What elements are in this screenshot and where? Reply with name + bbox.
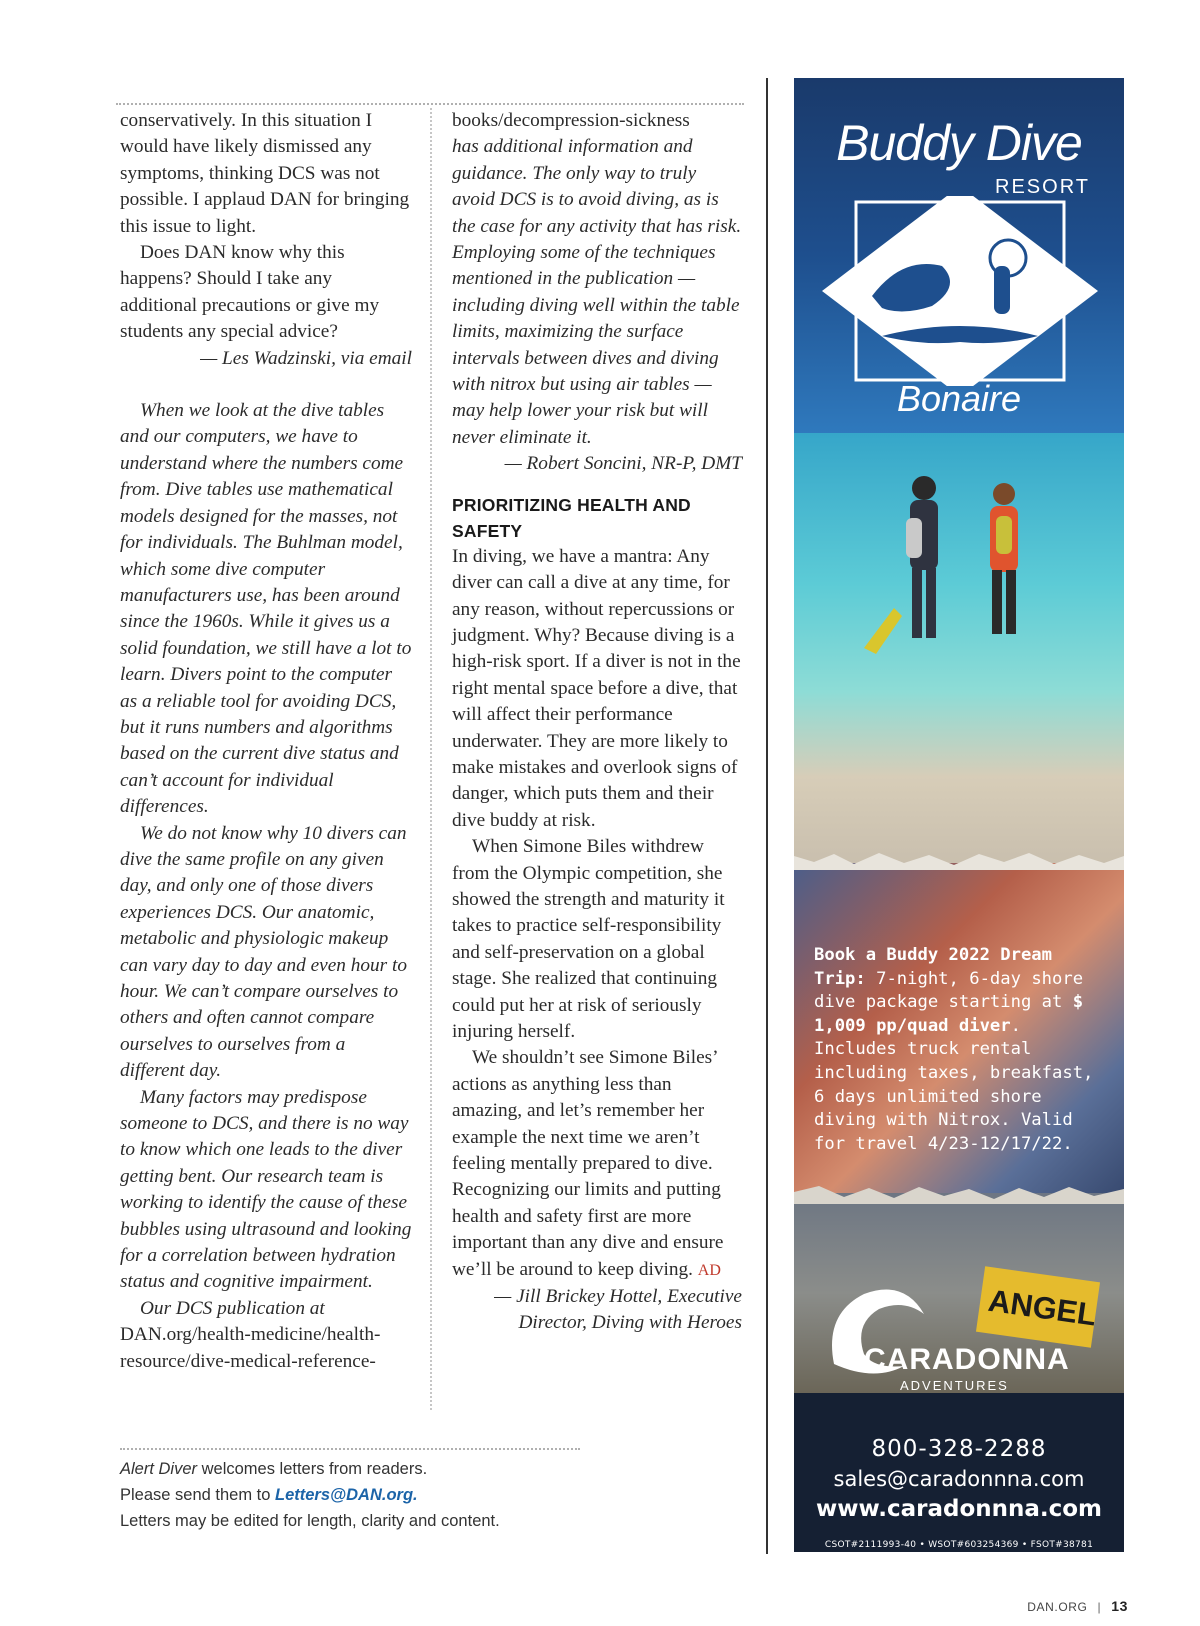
letter-paragraph: When Simone Biles withdrew from the Olympic competition, she showed the strength and maturity it takes to practice self-responsibility and self-preservation on a global stage. She realized that continuing could put her at risk of seriously injuring herself. xyxy=(452,836,725,1042)
footer-line-2-text: Please send them to xyxy=(120,1486,276,1504)
promo-details: . Includes truck rental including taxes, breakfast, 6 days unlimited shore diving with Nitrox. Valid for travel 4/23-12/17/22. xyxy=(814,1015,1094,1154)
signature-via: , via email xyxy=(331,347,412,369)
ad-promo-text xyxy=(814,944,1110,1156)
response-paragraph: Many factors may predispose someone to DCS, and there is no way to know which one leads to the diver getting bent. Our research team is working to identify the cause of these bubbles using ultrasound and looking for a correlation between hydration status and cognitive impairment. xyxy=(120,1086,412,1293)
angel-sign-text: ANGEL xyxy=(986,1282,1099,1333)
letter-signature-line: — Jill Brickey Hottel, Executive xyxy=(494,1286,742,1308)
publication-intro: Our DCS publication at xyxy=(140,1297,325,1319)
response-paragraph: We do not know why 10 divers can dive the same profile on any given day, and only one of those divers experiences DCS. Our anatomic, metabolic and physiologic makeup can vary day to day and even hour to hour. We can’t compare ourselves to others and often cannot compare ourselves to ourselves from a different day. xyxy=(120,822,407,1082)
site-name: DAN.ORG xyxy=(1027,1600,1088,1614)
letters-footer xyxy=(120,1456,640,1534)
buddy-dive-advertisement[interactable] xyxy=(794,78,1124,1552)
ad-email[interactable]: sales@caradonnna.com xyxy=(833,1467,1085,1491)
ad-brand-title: Buddy Dive xyxy=(836,115,1082,171)
footer-dotted-rule xyxy=(120,1448,580,1450)
promo-price: $ 1,009 pp/quad diver xyxy=(814,992,1084,1036)
magazine-name: Alert Diver xyxy=(120,1460,198,1478)
section-heading: PRIORITIZING HEALTH AND SAFETY xyxy=(452,494,691,541)
letter-signature xyxy=(120,346,412,372)
ad-contact xyxy=(794,1434,1124,1552)
partner-subtitle: ADVENTURES xyxy=(900,1378,1009,1393)
publication-url-tail: books/decompression-sickness xyxy=(452,110,690,131)
letter-signature-line: Director, Diving with Heroes xyxy=(518,1312,742,1334)
letter-paragraph xyxy=(452,1045,742,1284)
letter-paragraph: Does DAN know why this happens? Should I take any additional precautions or give my students any special advice? xyxy=(120,242,380,343)
closing-text: We shouldn’t see Simone Biles’ actions as anything less than amazing, and let’s remember her example the next time we aren’t feeling mentally prepared to dive. Recognizing our limits and putting health and safety first are more important than any dive and ensure we’ll be around to keep diving. xyxy=(452,1047,724,1280)
vertical-divider xyxy=(766,78,768,1554)
torn-edge-icon xyxy=(794,1182,1124,1204)
ad-location: Bonaire xyxy=(896,378,1022,419)
letters-email-link[interactable]: Letters@DAN.org. xyxy=(275,1486,418,1504)
footer-line-2 xyxy=(120,1482,640,1508)
ad-resort-label: RESORT xyxy=(995,176,1090,198)
letter-column-1 xyxy=(120,108,412,1375)
footer-separator: | xyxy=(1097,1600,1102,1614)
top-dotted-rule xyxy=(116,103,744,105)
ad-license-numbers: CSOT#2111993-40 • WSOT#603254369 • FSOT#38781 xyxy=(824,1540,1094,1550)
response-paragraph xyxy=(120,1296,412,1375)
divers-icon xyxy=(854,458,1054,698)
response-paragraph: When we look at the dive tables and our computers, we have to understand where the numbers come from. Dive tables use mathematical models designed for the masses, not for individuals. The Buhlman model, which some dive computer manufacturers use, has been around since the 1960s. While it gives us a solid foundation, we still have a lot to learn. Divers point to the computer as a reliable tool for avoiding DCS, but it runs numbers and algorithms based on the current dive status and can’t account for individual differences. xyxy=(120,400,412,818)
end-mark: AD xyxy=(697,1261,721,1279)
partner-name: CARADONNA xyxy=(864,1343,1070,1376)
ad-phone[interactable]: 800-328-2288 xyxy=(871,1436,1047,1462)
page-footer xyxy=(1027,1598,1128,1614)
page-number: 13 xyxy=(1111,1598,1128,1614)
letter-paragraph: In diving, we have a mantra: Any diver can call a dive at any time, for any reason, without repercussions or judgment. Why? Because diving is a high-risk sport. If a diver is not in the right mental space before a dive, that will affect their performance underwater. They are more likely to make mistakes and overlook signs of danger, which puts them and their dive buddy at risk. xyxy=(452,545,741,831)
letter-paragraph: conservatively. In this situation I would have likely dismissed any symptoms, thinking DCS was not possible. I applaud DAN for bringing this issue to light. xyxy=(120,110,410,237)
response-paragraph: has additional information and guidance. The only way to truly avoid DCS is to avoid diving, as is the case for any activity that has risk. Employing some of the techniques mentioned in the publication — including diving well within the table limits, maximizing the surface intervals between dives and diving with nitrox but using air tables — may help lower your risk but will never eliminate it. xyxy=(452,136,742,448)
footer-line-3: Letters may be edited for length, clarity and content. xyxy=(120,1512,500,1530)
response-signature: — Robert Soncini, NR-P, DMT xyxy=(504,453,742,475)
footer-line-1 xyxy=(120,1456,640,1482)
column-divider xyxy=(430,108,432,1410)
ad-website[interactable]: www.caradonnna.com xyxy=(815,1496,1103,1522)
signature-name: — Les Wadzinski xyxy=(200,347,332,369)
promo-body: 7-night, 6-day shore dive package starting at xyxy=(814,968,1084,1013)
promo-headline: Book a Buddy 2022 Dream Trip: xyxy=(814,945,1052,989)
publication-url: DAN.org/health-medicine/health-resource/dive-medical-reference- xyxy=(120,1324,381,1372)
diver-logo-icon xyxy=(822,196,1098,386)
footer-line-1-text: welcomes letters from readers. xyxy=(197,1460,428,1478)
letter-column-2 xyxy=(452,108,742,1337)
torn-edge-icon xyxy=(794,848,1124,870)
